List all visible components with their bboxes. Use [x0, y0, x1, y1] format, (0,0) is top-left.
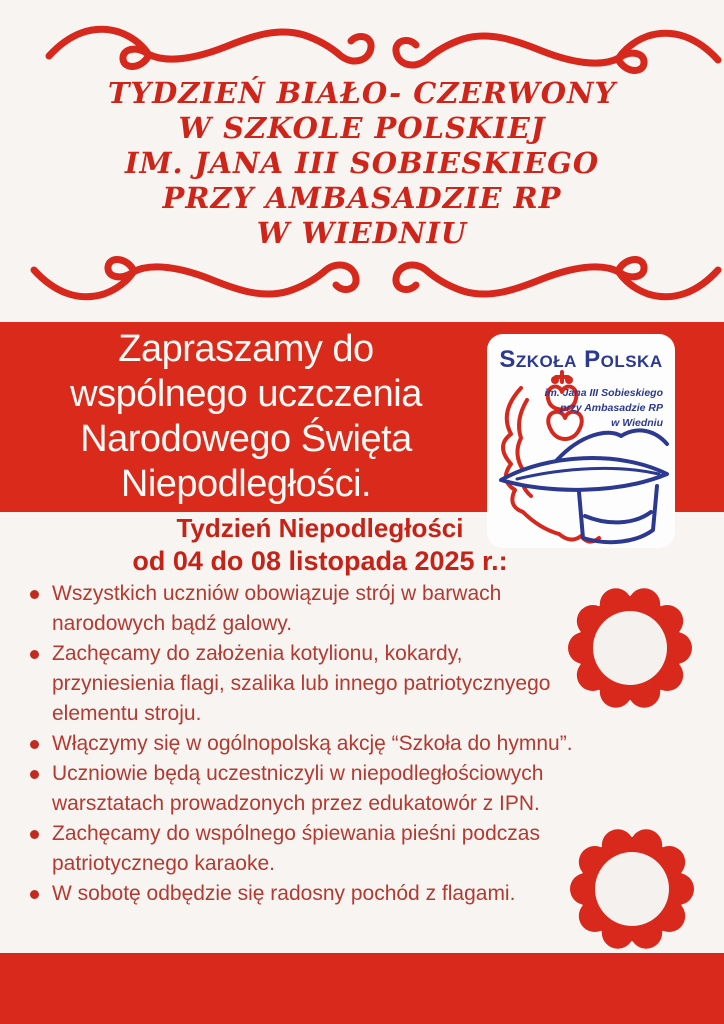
title-line: IM. JANA III SOBIESKIEGO	[124, 146, 600, 180]
list-item: W sobotę odbędzie się radosny pochód z flagami.	[26, 879, 590, 909]
logo-subtitle	[545, 386, 663, 431]
logo-subtitle-line: przy Ambasadzie RP	[560, 402, 663, 414]
title-line: PRZY AMBASADZIE RP	[162, 181, 562, 215]
page-title	[0, 76, 724, 251]
logo-subtitle-line: im. Jana III Sobieskiego	[544, 387, 663, 399]
schedule-list	[26, 579, 590, 909]
list-item: Zachęcamy do wspólnego śpiewania pieśni podczas patriotycznego karaoke.	[26, 819, 590, 879]
list-item: Zachęcamy do założenia kotylionu, kokardy, przyniesienia flagi, szalika lub innego patriotycznyego elementu stroju.	[26, 639, 590, 729]
schedule-heading-line1: Tydzień Niepodległości	[176, 513, 464, 543]
logo-subtitle-line: w Wiedniu	[611, 417, 663, 429]
invitation-text	[0, 322, 492, 512]
invite-line: Niepodległości.	[120, 463, 372, 505]
footer-red-bar	[0, 953, 724, 1024]
flourish-bottom-left-icon	[30, 248, 360, 312]
flourish-top-left-icon	[45, 14, 375, 78]
invite-line: Narodowego Święta	[80, 418, 412, 460]
rosette-seal-icon	[565, 583, 695, 713]
invite-line: wspólnego uczczenia	[70, 373, 422, 415]
title-line: W SZKOLE POLSKIEJ	[178, 111, 546, 145]
flourish-top-right-icon	[392, 18, 722, 82]
schedule-heading	[0, 512, 640, 578]
invite-line: Zapraszamy do	[118, 328, 374, 370]
rosette-seal-icon	[567, 824, 697, 954]
list-item: Wszystkich uczniów obowiązuje strój w barwach narodowych bądź galowy.	[26, 579, 590, 639]
flourish-bottom-right-icon	[392, 248, 722, 312]
title-line: TYDZIEŃ BIAŁO- CZERWONY	[107, 76, 617, 110]
logo-school-name: Szkoła Polska	[499, 346, 663, 373]
list-item: Uczniowie będą uczestniczyli w niepodległościowych warsztatach prowadzonych przez edukatowór z IPN.	[26, 759, 590, 819]
schedule-heading-line2: od 04 do 08 listopada 2025 r.:	[132, 546, 508, 576]
title-line: W WIEDNIU	[256, 216, 468, 250]
list-item: Włączymy się w ogólnopolską akcję “Szkoła do hymnu”.	[26, 729, 590, 759]
